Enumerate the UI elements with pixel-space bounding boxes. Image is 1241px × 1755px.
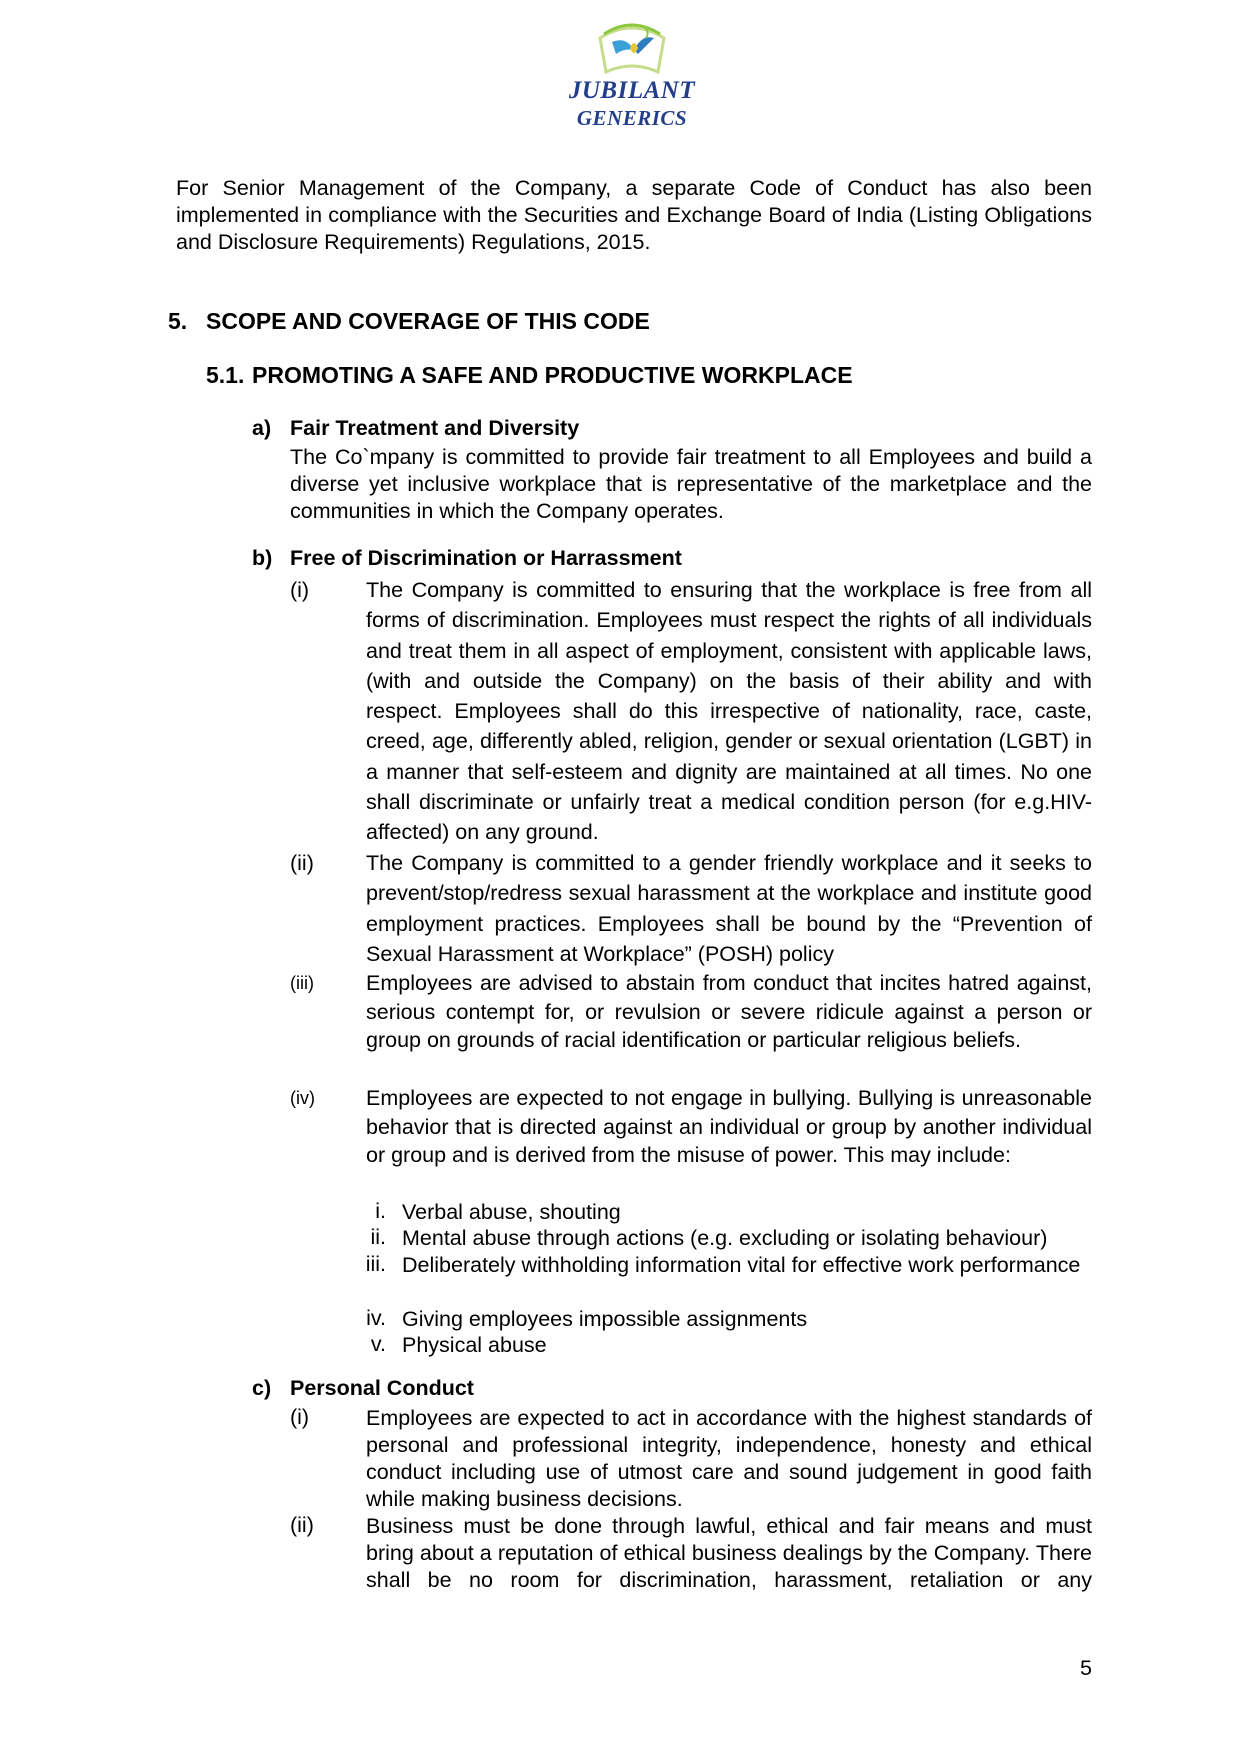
item-c-point-2-text: Business must be done through lawful, ethical and fair means and must bring about a reputation of ethical business dealings by the Company. There shall be no room for discrimination, harassment, retaliation or any (366, 1514, 1092, 1592)
item-b-point-1-text: The Company is committed to ensuring that the workplace is free from all forms of discrimination. Employees must respect the rights of all individuals and treat them in all aspect of employment, consistent with applicable laws, (with and outside the Company) on the basis of their ability and with respect. Employees shall do this irrespective of nationality, race, caste, creed, age, differently abled, religion, gender or sexual orientation (LGBT) in a manner that self-esteem and dignity are maintained at all times. No one shall discriminate or unfairly treat a medical condition person (for e.g.HIV-affected) on any ground. (366, 578, 1092, 845)
section-number: 5. (168, 308, 188, 334)
bullying-example-5-text: Physical abuse (402, 1333, 547, 1357)
company-logo (546, 8, 718, 136)
item-b-point-3-marker: (iii) (290, 973, 314, 993)
item-c-point-2-marker: (ii) (290, 1513, 314, 1537)
bullying-example-4-marker: iv. (366, 1306, 386, 1330)
bullying-example-2-text: Mental abuse through actions (e.g. excluding or isolating behaviour) (402, 1226, 1048, 1250)
logo-wordmark-bottom: GENERICS (576, 106, 688, 130)
item-b-point-3-text: Employees are advised to abstain from conduct that incites hatred against, serious contempt for, or revulsion or severe ridicule against a person or group on grounds of racial identification or particular religious beliefs. (366, 971, 1092, 1052)
section-title: SCOPE AND COVERAGE OF THIS CODE (206, 308, 650, 334)
item-b-point-2-text: The Company is committed to a gender friendly workplace and it seeks to prevent/stop/redress sexual harassment at the workplace and institute good employment practices. Employees shall be bound by the “Prevention of Sexual Harassment at Workplace” (POSH) policy (366, 851, 1092, 966)
item-a-title: Fair Treatment and Diversity (290, 416, 580, 440)
item-b-marker: b) (252, 546, 273, 570)
bullying-example-5-marker: v. (370, 1332, 386, 1356)
item-b-point-4-text: Employees are expected to not engage in bullying. Bullying is unreasonable behavior that is directed against an individual or group by another individual or group and is derived from the misuse of power. This may include: (366, 1086, 1092, 1167)
logo-wordmark-top: JUBILANT (568, 77, 696, 104)
page-number: 5 (1080, 1656, 1092, 1680)
item-b-point-4-marker: (iv) (290, 1088, 315, 1108)
item-b-title: Free of Discrimination or Harrassment (290, 546, 682, 570)
subsection-title: PROMOTING A SAFE AND PRODUCTIVE WORKPLACE (252, 362, 853, 388)
bullying-example-1-marker: i. (375, 1199, 386, 1223)
logo-emblem-icon (546, 8, 718, 80)
bullying-example-1-text: Verbal abuse, shouting (402, 1200, 621, 1224)
item-c-point-1-marker: (i) (290, 1405, 310, 1429)
item-b-point-1-marker: (i) (290, 578, 310, 602)
item-a-marker: a) (252, 416, 272, 440)
subsection-number: 5.1. (206, 362, 245, 388)
intro-paragraph: For Senior Management of the Company, a separate Code of Conduct has also been implemented in compliance with the Securities and Exchange Board of India (Listing Obligations and Disclosure Requirements) Regulations, 2015. (176, 176, 1092, 254)
bullying-example-2-marker: ii. (370, 1225, 386, 1249)
bullying-example-3-text: Deliberately withholding information vital for effective work performance (402, 1253, 1081, 1277)
item-b-point-2-marker: (ii) (290, 851, 314, 875)
bullying-example-3-marker: iii. (365, 1252, 386, 1276)
item-a-body: The Co`mpany is committed to provide fair treatment to all Employees and build a diverse yet inclusive workplace that is representative of the marketplace and the communities in which the Company operates. (290, 445, 1092, 523)
bullying-example-4-text: Giving employees impossible assignments (402, 1307, 808, 1331)
item-c-point-1-text: Employees are expected to act in accordance with the highest standards of personal and professional integrity, independence, honesty and ethical conduct including use of utmost care and sound judgement in good faith while making business decisions. (366, 1406, 1092, 1511)
item-c-marker: c) (252, 1376, 272, 1400)
item-c-title: Personal Conduct (290, 1376, 474, 1400)
